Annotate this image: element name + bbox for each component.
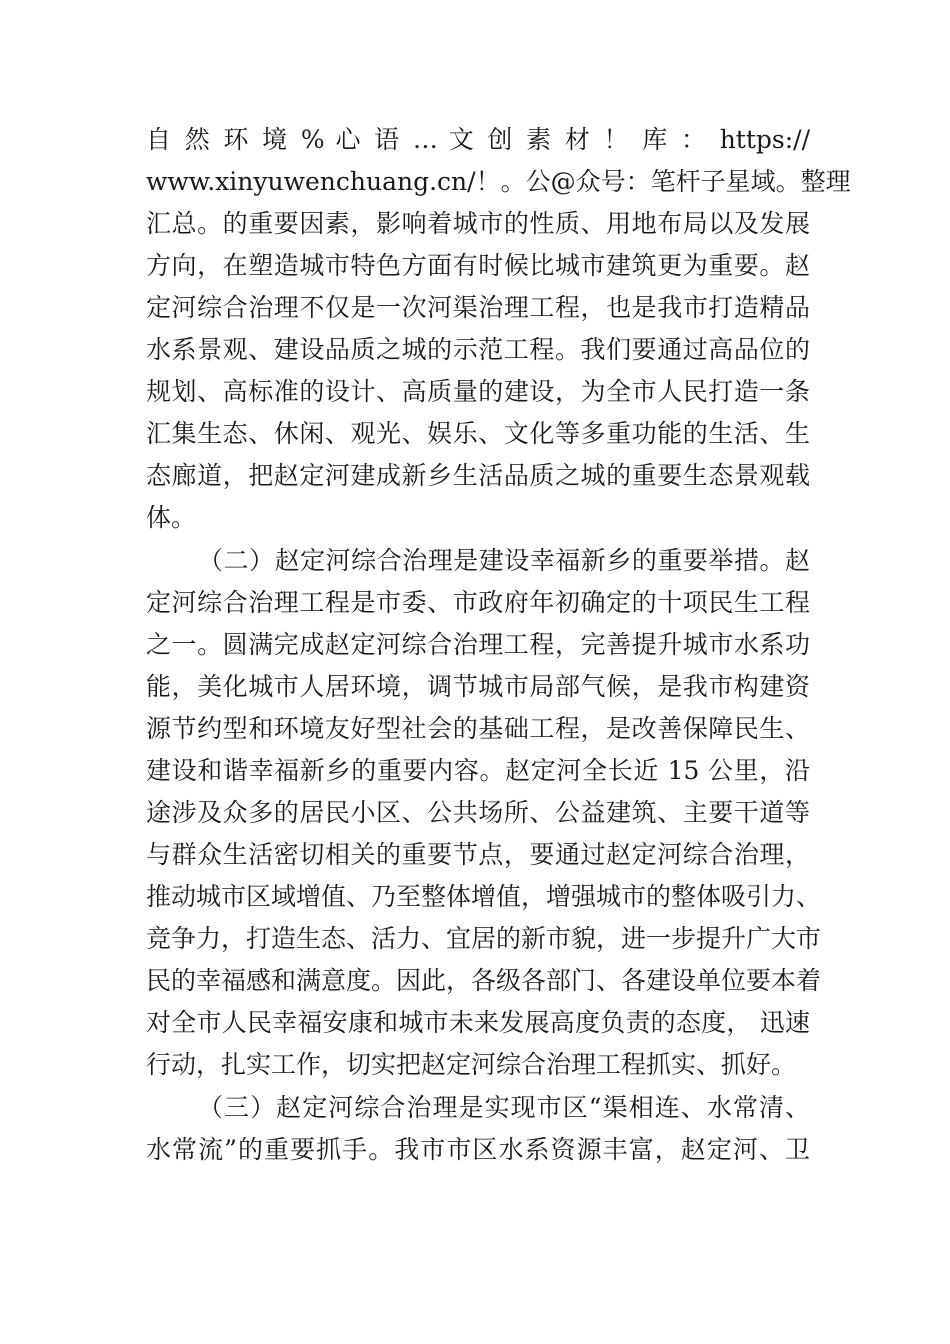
text-line: 推动城市区域增值、乃至整体增值，增强城市的整体吸引力、	[146, 882, 822, 911]
text-line: 汇总。的重要因素，影响着城市的性质、用地布局以及发展	[146, 209, 810, 238]
text-line: 定河综合治理不仅是一次河渠治理工程，也是我市打造精品	[146, 293, 810, 322]
text-line: 民的幸福感和满意度。因此，各级各部门、各建设单位要本着	[146, 966, 822, 995]
text-line: 对全市人民幸福安康和城市未来发展高度负责的态度， 迅速	[146, 1008, 810, 1037]
text-line: 方向，在塑造城市特色方面有时候比城市建筑更为重要。赵	[146, 251, 810, 280]
text-line: www.xinyuwenchuang.cn/！。公@众号：笔杆子星域。整理	[146, 167, 851, 196]
text-line: 定河综合治理工程是市委、市政府年初确定的十项民生工程	[146, 588, 810, 617]
text-line: 汇集生态、休闲、观光、娱乐、文化等多重功能的生活、生	[146, 419, 810, 448]
text-line: 态廊道，把赵定河建成新乡生活品质之城的重要生态景观载	[146, 461, 810, 490]
text-line: 途涉及众多的居民小区、公共场所、公益建筑、主要干道等	[146, 798, 810, 827]
paragraph-heading-2: （二）赵定河综合治理是建设幸福新乡的重要举措。赵	[198, 546, 810, 575]
text-line: 自 然 环 境 % 心 语 … 文 创 素 材 ！ 库 ： https://	[146, 125, 810, 154]
text-line: 建设和谐幸福新乡的重要内容。赵定河全长近 15 公里，沿	[146, 756, 810, 785]
text-line: 之一。圆满完成赵定河综合治理工程，完善提升城市水系功	[146, 630, 810, 659]
text-line: 水系景观、建设品质之城的示范工程。我们要通过高品位的	[146, 335, 810, 364]
text-line: 水常流”的重要抓手。我市市区水系资源丰富，赵定河、卫	[146, 1135, 810, 1164]
text-line: 行动，扎实工作，切实把赵定河综合治理工程抓实、抓好。	[146, 1050, 797, 1079]
text-line: 体。	[146, 503, 197, 532]
paragraph-heading-3: （三）赵定河综合治理是实现市区“渠相连、水常清、	[198, 1093, 810, 1122]
text-line: 与群众生活密切相关的重要节点，要通过赵定河综合治理，	[146, 840, 810, 869]
text-line: 源节约型和环境友好型社会的基础工程，是改善保障民生、	[146, 714, 810, 743]
text-line: 能，美化城市人居环境，调节城市局部气候，是我市构建资	[146, 672, 810, 701]
text-line: 规划、高标准的设计、高质量的建设，为全市人民打造一条	[146, 377, 810, 406]
text-line: 竞争力，打造生态、活力、宜居的新市貌，进一步提升广大市	[146, 924, 822, 953]
